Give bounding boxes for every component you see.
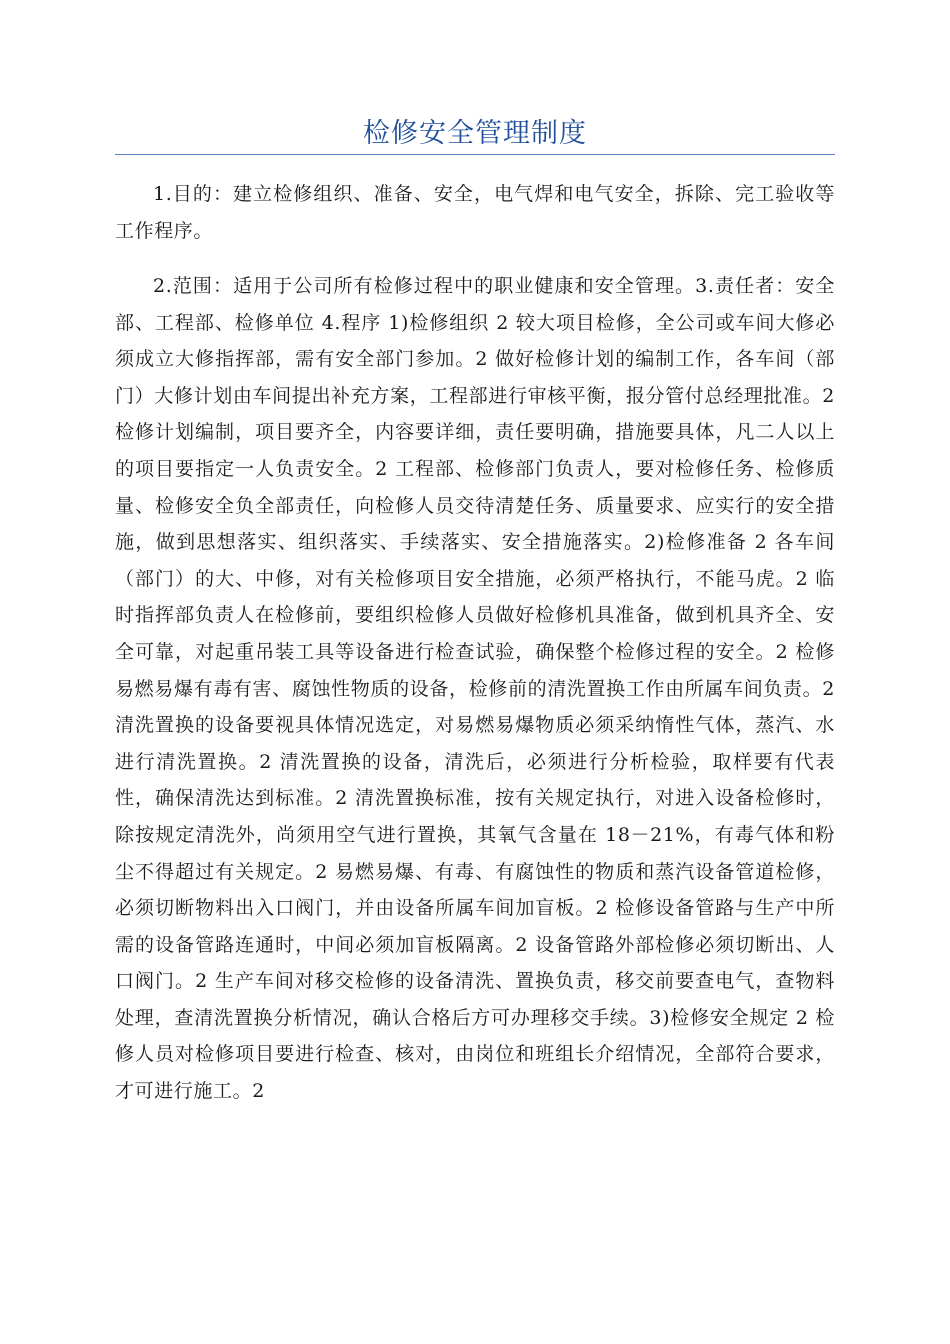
paragraph-purpose: 1.目的：建立检修组织、准备、安全，电气焊和电气安全，拆除、完工验收等工作程序。 <box>115 183 835 242</box>
title-divider <box>115 154 835 155</box>
document-title: 检修安全管理制度 <box>363 118 587 149</box>
paragraph-scope-and-procedure: 2.范围：适用于公司所有检修过程中的职业健康和安全管理。3.责任者：安全部、工程部、检修单位 4.程序 1)检修组织 2 较大项目检修，全公司或车间大修必须成立大修指挥部，需有安全部门参加。2 做好检修计划的编制工作，各车间（部门）大修计划由车间提出补充方案，工程部进行审核平衡，报分管付总经理批准。2 检修计划编制，项目要齐全，内容要详细，责任要明确，措施要具体，凡二人以上的项目要指定一人负责安全。2 工程部、检修部门负责人，要对检修任务、检修质量、检修安全负全部责任，向检修人员交待清楚任务、质量要求、应实行的安全措施，做到思想落实、组织落实、手续落实、安全措施落实。2)检修准备 2 各车间（部门）的大、中修，对有关检修项目安全措施，必须严格执行，不能马虎。2 临时指挥部负责人在检修前，要组织检修人员做好检修机具准备，做到机具齐全、安全可靠，对起重吊装工具等设备进行检查试验，确保整个检修过程的安全。2 检修易燃易爆有毒有害、腐蚀性物质的设备，检修前的清洗置换工作由所属车间负责。2 清洗置换的设备要视具体情况选定，对易燃易爆物质必须采纳惰性气体，蒸汽、水进行清洗置换。2 清洗置换的设备，清洗后，必须进行分析检验，取样要有代表性，确保清洗达到标准。2 清洗置换标准，按有关规定执行，对进入设备检修时，除按规定清洗外，尚须用空气进行置换，其氧气含量在 18－21%，有毒气体和粉尘不得超过有关规定。2 易燃易爆、有毒、有腐蚀性的物质和蒸汽设备管道检修，必须切断物料出入口阀门，并由设备所属车间加盲板。2 检修设备管路与生产中所需的设备管路连通时，中间必须加盲板隔离。2 设备管路外部检修必须切断出、人口阀门。2 生产车间对移交检修的设备清洗、置换负责，移交前要查电气，查物料处理，查清洗置换分析情况，确认合格后方可办理移交手续。3)检修安全规定 2 检修人员对检修项目要进行检查、核对，由岗位和班组长介绍情况，全部符合要求，才可进行施工。2 <box>115 275 835 1103</box>
